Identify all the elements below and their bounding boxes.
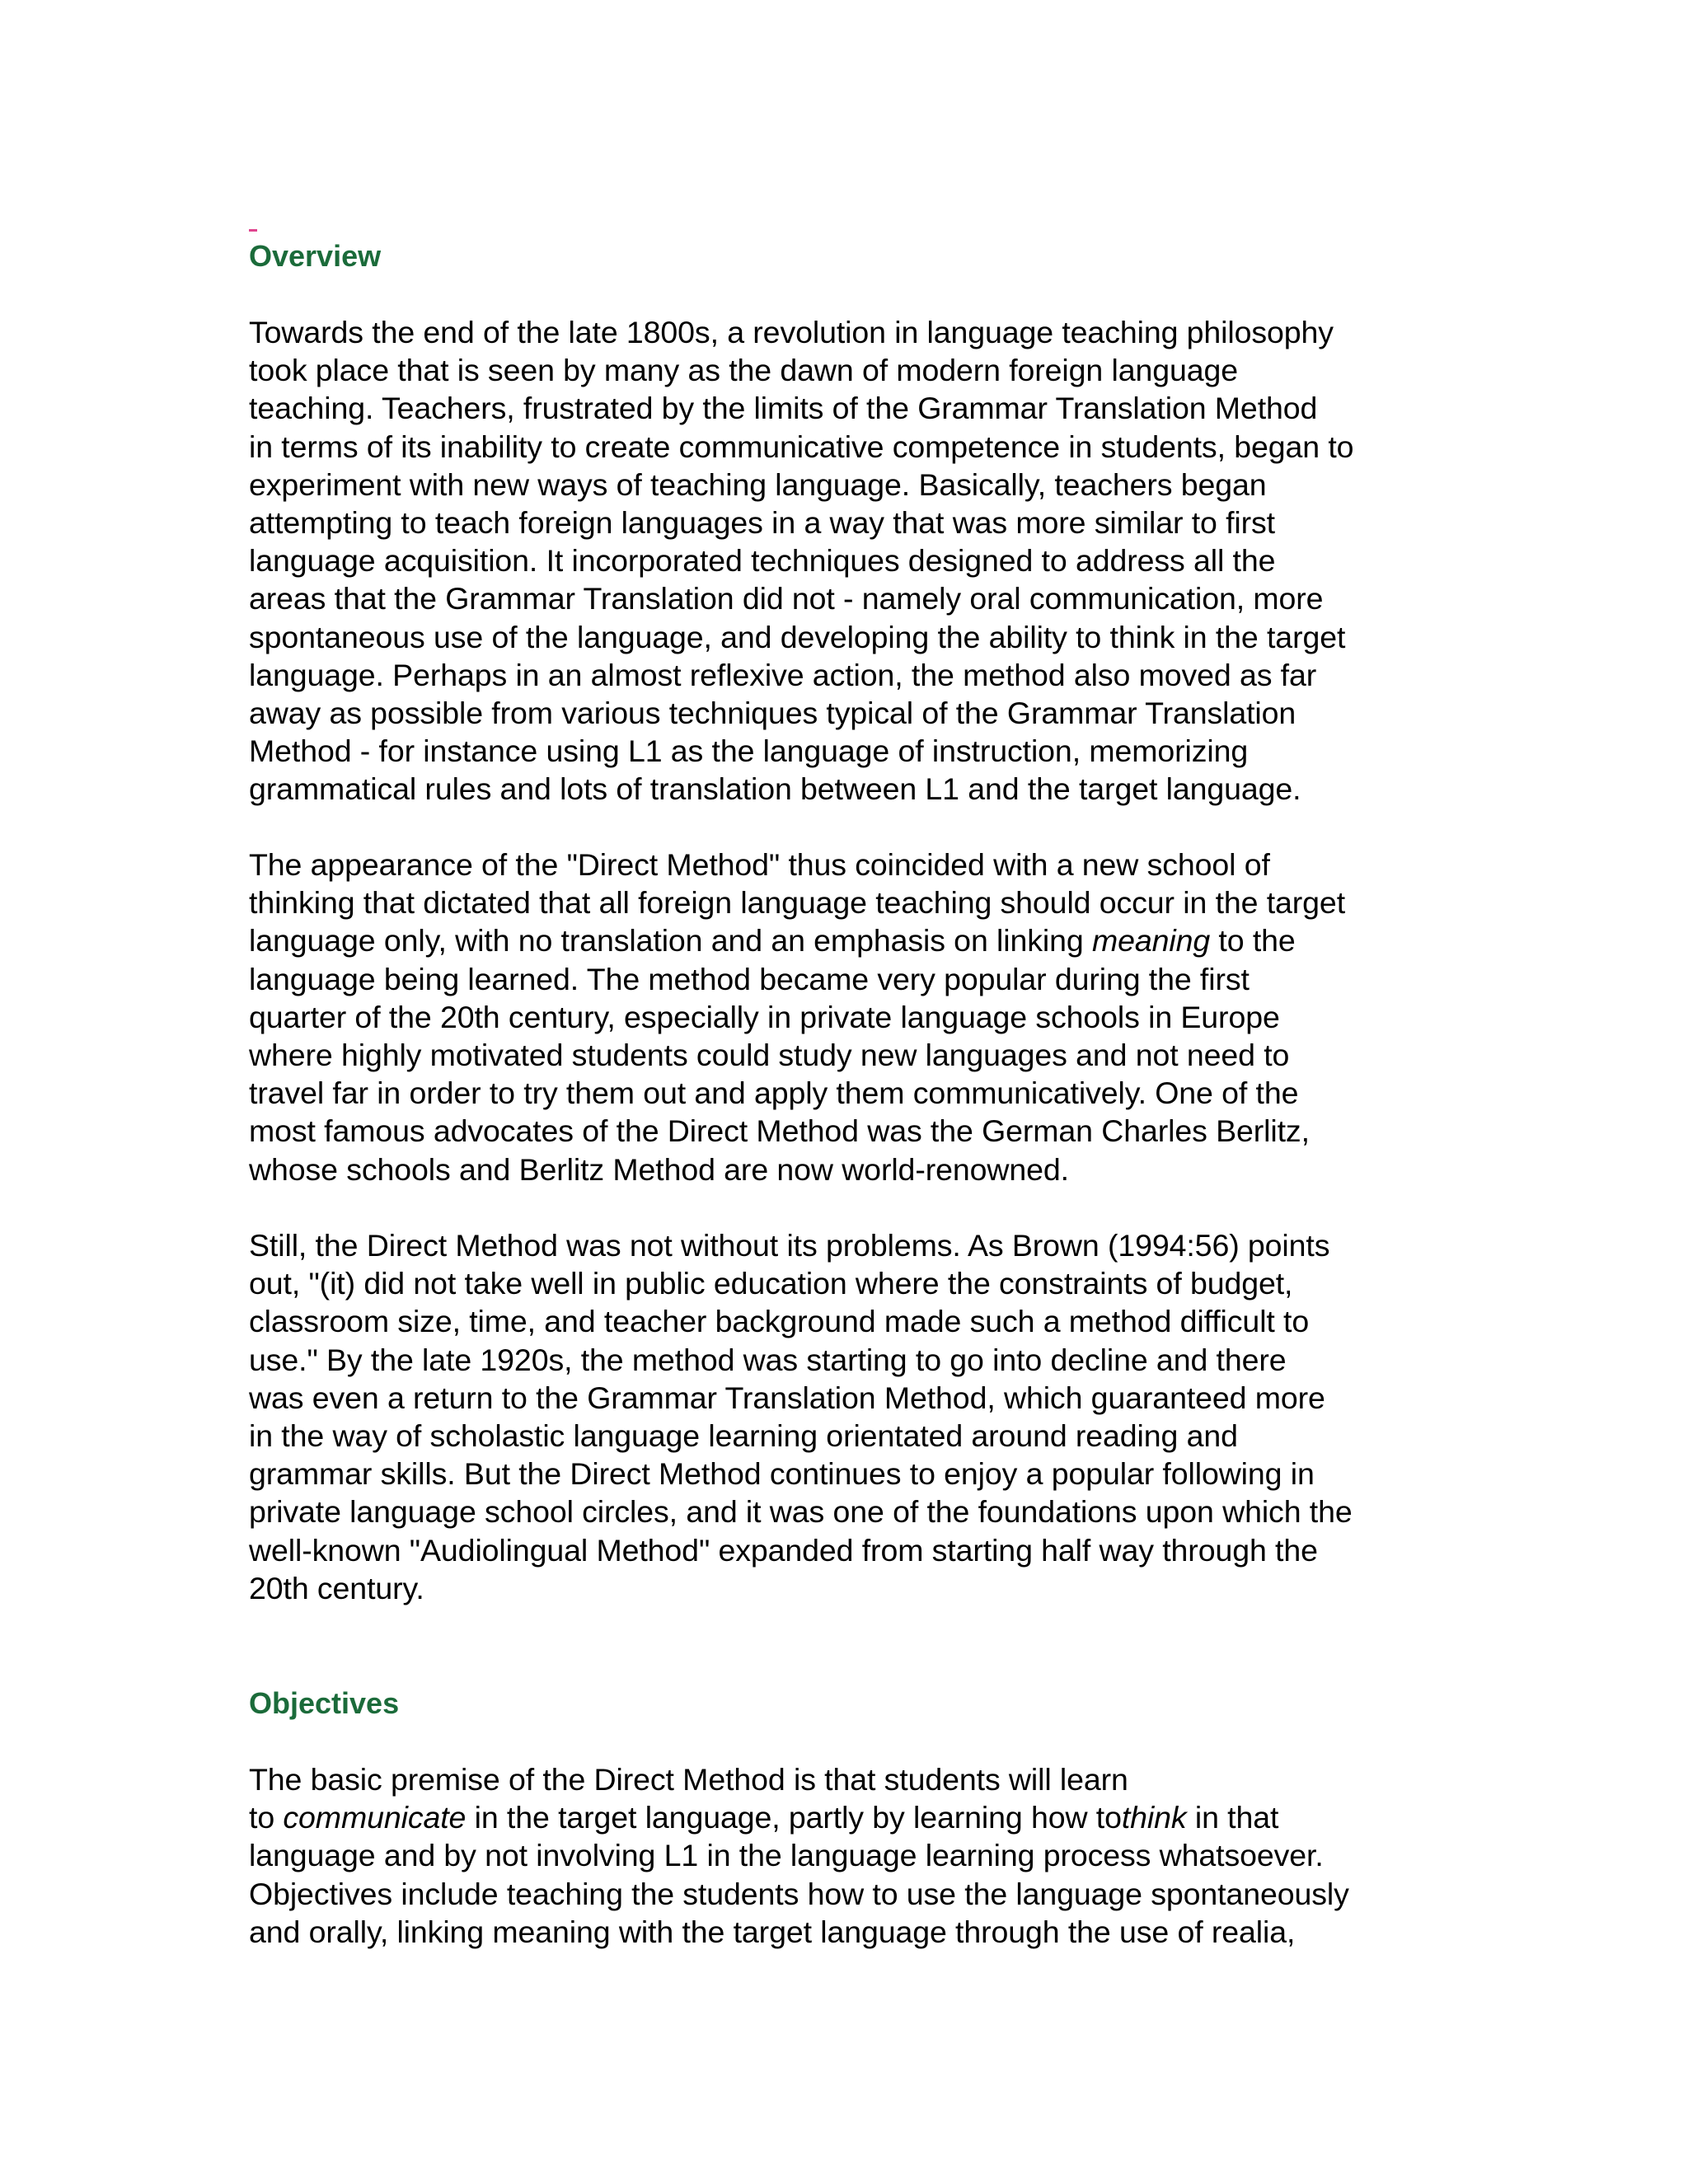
text-line: most famous advocates of the Direct Method was the German Charles Berlitz, xyxy=(249,1113,1310,1149)
text-run: to xyxy=(249,1800,284,1835)
text-line: use." By the late 1920s, the method was starting to go into decline and there xyxy=(249,1342,1287,1377)
objectives-paragraph-1 xyxy=(249,1760,1349,1951)
text-line: The appearance of the "Direct Method" thus coincided with a new school of xyxy=(249,847,1270,882)
emphasis-text: communicate xyxy=(283,1800,467,1835)
underline-mark xyxy=(249,229,257,232)
text-line: quarter of the 20th century, especially in private language schools in Europe xyxy=(249,999,1280,1034)
text-line: attempting to teach foreign languages in a way that was more similar to first xyxy=(249,505,1275,541)
text-line: Still, the Direct Method was not without its problems. As Brown (1994:56) points xyxy=(249,1228,1330,1263)
text-run: in the target language, partly by learning how to xyxy=(466,1800,1122,1835)
text-line: took place that is seen by many as the dawn of modern foreign language xyxy=(249,353,1239,388)
text-line: in the way of scholastic language learning orientated around reading and xyxy=(249,1418,1238,1454)
text-line: and orally, linking meaning with the target language through the use of realia, xyxy=(249,1914,1296,1949)
text-line xyxy=(249,1798,1349,1836)
overview-paragraph-1 xyxy=(249,313,1353,808)
text-line: areas that the Grammar Translation did not - namely oral communication, more xyxy=(249,581,1324,616)
text-line: Towards the end of the late 1800s, a revolution in language teaching philosophy xyxy=(249,315,1334,349)
text-line: language acquisition. It incorporated techniques designed to address all the xyxy=(249,543,1276,579)
text-line: thinking that dictated that all foreign language teaching should occur in the target xyxy=(249,885,1346,921)
text-line: language and by not involving L1 in the language learning process whatsoever. xyxy=(249,1838,1324,1873)
text-line: travel far in order to try them out and apply them communicatively. One of the xyxy=(249,1076,1299,1111)
text-line: well-known "Audiolingual Method" expanded from starting half way through the xyxy=(249,1532,1318,1568)
text-line: spontaneous use of the language, and developing the ability to think in the target xyxy=(249,619,1346,654)
text-line: classroom size, time, and teacher background made such a method difficult to xyxy=(249,1304,1310,1339)
text-line: language. Perhaps in an almost reflexive action, the method also moved as far xyxy=(249,657,1317,692)
text-line: was even a return to the Grammar Translation Method, which guaranteed more xyxy=(249,1380,1325,1415)
text-line: whose schools and Berlitz Method are now world-renowned. xyxy=(249,1151,1069,1187)
text-run: language only, with no translation and an emphasis on linking xyxy=(249,923,1092,958)
text-line: grammatical rules and lots of translation between L1 and the target language. xyxy=(249,771,1301,807)
text-line: teaching. Teachers, frustrated by the limits of the Grammar Translation Method xyxy=(249,391,1318,426)
text-line: out, "(it) did not take well in public education where the constraints of budget, xyxy=(249,1266,1293,1301)
text-run: to the xyxy=(1210,923,1296,958)
text-line: Objectives include teaching the students how to use the language spontaneously xyxy=(249,1876,1349,1911)
emphasis-text: think xyxy=(1121,1800,1187,1835)
text-run: in that xyxy=(1186,1800,1279,1835)
overview-paragraph-2 xyxy=(249,846,1345,1188)
text-line: experiment with new ways of teaching language. Basically, teachers began xyxy=(249,466,1267,502)
text-line xyxy=(249,921,1345,959)
text-line: private language school circles, and it was one of the foundations upon which the xyxy=(249,1494,1353,1530)
text-line: where highly motivated students could study new languages and not need to xyxy=(249,1038,1290,1073)
section-heading-overview: Overview xyxy=(249,239,382,273)
text-line: 20th century. xyxy=(249,1570,424,1605)
text-line: The basic premise of the Direct Method is that students will learn xyxy=(249,1762,1128,1797)
overview-paragraph-3 xyxy=(249,1226,1353,1607)
text-line: in terms of its inability to create communicative competence in students, began to xyxy=(249,429,1354,464)
emphasis-text: meaning xyxy=(1091,923,1211,958)
text-line: grammar skills. But the Direct Method continues to enjoy a popular following in xyxy=(249,1456,1315,1492)
section-heading-objectives: Objectives xyxy=(249,1686,400,1720)
text-line: away as possible from various techniques typical of the Grammar Translation xyxy=(249,696,1296,731)
text-line: Method - for instance using L1 as the language of instruction, memorizing xyxy=(249,733,1249,769)
text-line: language being learned. The method became very popular during the first xyxy=(249,961,1250,996)
